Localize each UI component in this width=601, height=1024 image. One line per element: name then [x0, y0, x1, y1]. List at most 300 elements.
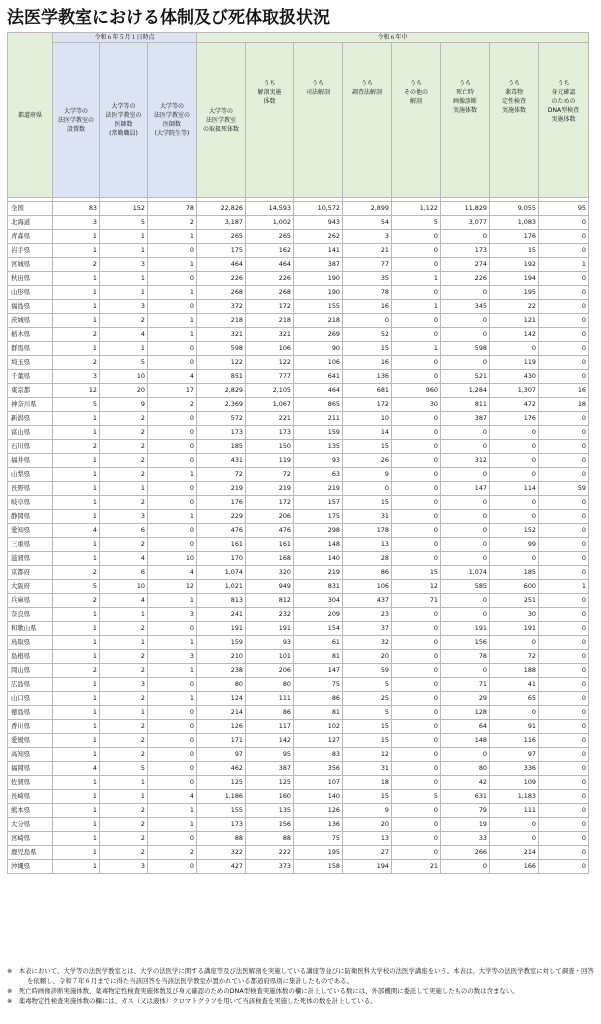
- value-cell: 152: [100, 202, 148, 216]
- prefecture-cell: 三重県: [8, 538, 53, 552]
- value-cell: 11,829: [441, 202, 490, 216]
- prefecture-cell: 福岡県: [8, 762, 53, 776]
- table-row: [8, 412, 589, 426]
- value-cell: 83: [294, 748, 343, 762]
- value-cell: 15: [343, 342, 392, 356]
- value-cell: 598: [197, 342, 246, 356]
- header-doctors-fulltime: [100, 43, 148, 198]
- value-cell: 31: [343, 762, 392, 776]
- value-cell: 93: [294, 454, 343, 468]
- value-cell: 831: [294, 580, 343, 594]
- value-cell: 949: [246, 580, 294, 594]
- prefecture-cell: 福井県: [8, 454, 53, 468]
- value-cell: 1: [53, 244, 100, 258]
- value-cell: 1: [148, 594, 197, 608]
- value-cell: 5: [392, 790, 441, 804]
- header-group-year: 令和６年中: [197, 33, 589, 43]
- value-cell: 1,083: [490, 216, 539, 230]
- value-cell: 1: [148, 804, 197, 818]
- value-cell: 155: [294, 300, 343, 314]
- value-cell: 4: [148, 370, 197, 384]
- value-cell: 0: [148, 720, 197, 734]
- value-cell: 90: [294, 342, 343, 356]
- value-cell: 262: [294, 230, 343, 244]
- value-cell: 0: [539, 720, 589, 734]
- header-labs-count: [53, 43, 100, 198]
- table-row: [8, 790, 589, 804]
- prefecture-cell: 大分県: [8, 818, 53, 832]
- value-cell: 0: [148, 706, 197, 720]
- value-cell: 1,074: [197, 566, 246, 580]
- value-cell: 0: [490, 510, 539, 524]
- value-cell: 0: [539, 832, 589, 846]
- value-cell: 15: [343, 496, 392, 510]
- table-row: [8, 776, 589, 790]
- prefecture-cell: 長崎県: [8, 790, 53, 804]
- value-cell: 65: [490, 692, 539, 706]
- value-cell: 121: [490, 314, 539, 328]
- value-cell: 156: [246, 818, 294, 832]
- table-row: [8, 860, 589, 874]
- value-cell: 0: [490, 832, 539, 846]
- value-cell: 0: [539, 244, 589, 258]
- value-cell: 78: [148, 202, 197, 216]
- value-cell: 111: [490, 804, 539, 818]
- table-row: [8, 426, 589, 440]
- value-cell: 1: [53, 650, 100, 664]
- value-cell: 1: [539, 258, 589, 272]
- value-cell: 0: [148, 244, 197, 258]
- value-cell: 356: [294, 762, 343, 776]
- table-row: [8, 748, 589, 762]
- value-cell: 30: [490, 608, 539, 622]
- value-cell: 86: [294, 692, 343, 706]
- value-cell: 1,067: [246, 398, 294, 412]
- prefecture-cell: 広島県: [8, 678, 53, 692]
- prefecture-cell: 奈良県: [8, 608, 53, 622]
- value-cell: 59: [343, 664, 392, 678]
- value-cell: 71: [441, 678, 490, 692]
- value-cell: 0: [441, 608, 490, 622]
- header-line: の取扱死体数: [202, 125, 239, 133]
- value-cell: 2: [100, 832, 148, 846]
- value-cell: 4: [148, 566, 197, 580]
- value-cell: 10: [100, 370, 148, 384]
- value-cell: 0: [539, 566, 589, 580]
- value-cell: 15: [343, 720, 392, 734]
- value-cell: 3: [100, 510, 148, 524]
- value-cell: 61: [294, 636, 343, 650]
- prefecture-cell: 愛知県: [8, 524, 53, 538]
- value-cell: 93: [246, 636, 294, 650]
- value-cell: 0: [148, 622, 197, 636]
- value-cell: 0: [490, 818, 539, 832]
- table-row: [8, 482, 589, 496]
- prefecture-cell: 岡山県: [8, 664, 53, 678]
- value-cell: 72: [246, 468, 294, 482]
- value-cell: 265: [246, 230, 294, 244]
- prefecture-cell: 島根県: [8, 650, 53, 664]
- table-row: [8, 524, 589, 538]
- value-cell: 3: [53, 370, 100, 384]
- value-cell: 320: [246, 566, 294, 580]
- value-cell: 20: [100, 384, 148, 398]
- header-line: (大学院生等): [154, 130, 190, 137]
- value-cell: 0: [392, 832, 441, 846]
- value-cell: 0: [539, 608, 589, 622]
- value-cell: 321: [197, 328, 246, 342]
- prefecture-cell: 熊本県: [8, 804, 53, 818]
- value-cell: 4: [53, 762, 100, 776]
- table-row: [8, 706, 589, 720]
- value-cell: 80: [441, 762, 490, 776]
- prefecture-cell: 山形県: [8, 286, 53, 300]
- footnotes: [7, 966, 597, 1006]
- value-cell: 0: [441, 538, 490, 552]
- value-cell: 23: [343, 608, 392, 622]
- value-cell: 191: [490, 622, 539, 636]
- value-cell: 1: [53, 552, 100, 566]
- value-cell: 1: [100, 230, 148, 244]
- value-cell: 1,284: [441, 384, 490, 398]
- value-cell: 209: [294, 608, 343, 622]
- table-row: [8, 356, 589, 370]
- value-cell: 232: [246, 608, 294, 622]
- value-cell: 0: [392, 356, 441, 370]
- header-line: うち: [263, 80, 276, 87]
- table-row: [8, 272, 589, 286]
- value-cell: 1: [100, 272, 148, 286]
- value-cell: 0: [539, 664, 589, 678]
- value-cell: 0: [539, 356, 589, 370]
- value-cell: 0: [392, 510, 441, 524]
- value-cell: 88: [197, 832, 246, 846]
- value-cell: 1: [539, 580, 589, 594]
- value-cell: 0: [539, 818, 589, 832]
- national-total-row: [8, 202, 589, 216]
- value-cell: 1: [53, 622, 100, 636]
- value-cell: 140: [294, 790, 343, 804]
- value-cell: 1: [100, 706, 148, 720]
- header-line: 調査法解剖: [351, 89, 382, 96]
- value-cell: 91: [490, 720, 539, 734]
- value-cell: 312: [441, 454, 490, 468]
- table-row: [8, 454, 589, 468]
- value-cell: 2: [148, 216, 197, 230]
- value-cell: 3: [53, 216, 100, 230]
- value-cell: 0: [148, 412, 197, 426]
- value-cell: 154: [294, 622, 343, 636]
- table-row: [8, 566, 589, 580]
- value-cell: 2: [53, 440, 100, 454]
- value-cell: 1: [53, 818, 100, 832]
- value-cell: 387: [246, 762, 294, 776]
- value-cell: 0: [539, 594, 589, 608]
- table-row: [8, 720, 589, 734]
- prefecture-cell: 長野県: [8, 482, 53, 496]
- value-cell: 124: [197, 692, 246, 706]
- value-cell: 0: [148, 524, 197, 538]
- value-cell: 127: [294, 734, 343, 748]
- value-cell: 462: [197, 762, 246, 776]
- value-cell: 437: [343, 594, 392, 608]
- prefecture-cell: 京都府: [8, 566, 53, 580]
- value-cell: 5: [53, 580, 100, 594]
- value-cell: 0: [148, 342, 197, 356]
- value-cell: 0: [441, 328, 490, 342]
- value-cell: 0: [539, 552, 589, 566]
- value-cell: 185: [490, 566, 539, 580]
- value-cell: 387: [294, 258, 343, 272]
- value-cell: 173: [197, 818, 246, 832]
- table-row: [8, 328, 589, 342]
- value-cell: 171: [197, 734, 246, 748]
- table-row: [8, 538, 589, 552]
- value-cell: 111: [246, 692, 294, 706]
- value-cell: 0: [392, 552, 441, 566]
- value-cell: 0: [148, 440, 197, 454]
- value-cell: 226: [441, 272, 490, 286]
- value-cell: 166: [490, 860, 539, 874]
- value-cell: 1: [100, 244, 148, 258]
- value-cell: 0: [392, 650, 441, 664]
- value-cell: 35: [343, 272, 392, 286]
- table-row: [8, 804, 589, 818]
- value-cell: 135: [246, 804, 294, 818]
- header-line: 医師数: [162, 121, 181, 128]
- header-line: うち: [409, 80, 422, 87]
- value-cell: 15: [343, 790, 392, 804]
- value-cell: 191: [441, 622, 490, 636]
- header-line: 実施体数: [452, 107, 477, 114]
- prefecture-cell: 北海道: [8, 216, 53, 230]
- value-cell: 5: [100, 356, 148, 370]
- value-cell: 0: [490, 426, 539, 440]
- value-cell: 172: [343, 398, 392, 412]
- value-cell: 3: [148, 650, 197, 664]
- value-cell: 373: [246, 860, 294, 874]
- value-cell: 1: [53, 832, 100, 846]
- value-cell: 598: [441, 342, 490, 356]
- table-row: [8, 580, 589, 594]
- value-cell: 0: [148, 860, 197, 874]
- value-cell: 3,077: [441, 216, 490, 230]
- value-cell: 0: [392, 426, 441, 440]
- table-row: [8, 258, 589, 272]
- table-row: [8, 216, 589, 230]
- value-cell: 147: [441, 482, 490, 496]
- value-cell: 521: [441, 370, 490, 384]
- value-cell: 185: [197, 440, 246, 454]
- value-cell: 0: [343, 314, 392, 328]
- header-line: その他の: [403, 89, 428, 96]
- value-cell: 1: [53, 804, 100, 818]
- value-cell: 81: [294, 706, 343, 720]
- value-cell: 269: [294, 328, 343, 342]
- table-row: [8, 734, 589, 748]
- value-cell: 10: [343, 412, 392, 426]
- value-cell: 1,122: [392, 202, 441, 216]
- value-cell: 0: [392, 440, 441, 454]
- value-cell: 0: [148, 678, 197, 692]
- footnote: ※ 薬毒物定性検査実施体数の欄には、ガス（又は液体）クロマトグラフを用いて当該検査を実施した死体の数を計上している。: [7, 997, 377, 1005]
- value-cell: 372: [197, 300, 246, 314]
- value-cell: 0: [539, 524, 589, 538]
- value-cell: 0: [441, 860, 490, 874]
- value-cell: 0: [539, 328, 589, 342]
- header-line: うち: [311, 80, 324, 87]
- value-cell: 1: [53, 720, 100, 734]
- table-row: [8, 664, 589, 678]
- value-cell: 0: [392, 748, 441, 762]
- value-cell: 1: [53, 678, 100, 692]
- header-line: 医師数: [114, 121, 133, 128]
- value-cell: 176: [490, 412, 539, 426]
- header-line: うち: [458, 80, 471, 87]
- table-row: [8, 692, 589, 706]
- value-cell: 0: [392, 804, 441, 818]
- value-cell: 64: [441, 720, 490, 734]
- table-row: [8, 650, 589, 664]
- value-cell: 75: [294, 678, 343, 692]
- value-cell: 0: [441, 748, 490, 762]
- value-cell: 17: [148, 384, 197, 398]
- value-cell: 2: [148, 398, 197, 412]
- value-cell: 22,826: [197, 202, 246, 216]
- value-cell: 943: [294, 216, 343, 230]
- value-cell: 16: [343, 356, 392, 370]
- value-cell: 0: [539, 762, 589, 776]
- header-line: 死亡時: [455, 89, 474, 96]
- value-cell: 274: [441, 258, 490, 272]
- prefecture-cell: 香川県: [8, 720, 53, 734]
- value-cell: 15: [392, 566, 441, 580]
- value-cell: 0: [392, 846, 441, 860]
- value-cell: 219: [246, 482, 294, 496]
- value-cell: 31: [343, 510, 392, 524]
- header-line: 定性検査: [501, 98, 526, 105]
- value-cell: 1: [148, 510, 197, 524]
- value-cell: 1: [148, 230, 197, 244]
- value-cell: 4: [100, 552, 148, 566]
- table-row: [8, 594, 589, 608]
- value-cell: 2: [100, 454, 148, 468]
- value-cell: 226: [197, 272, 246, 286]
- value-cell: 4: [148, 790, 197, 804]
- table-row: [8, 314, 589, 328]
- header-line: 実施体数: [501, 107, 526, 114]
- value-cell: 1: [53, 426, 100, 440]
- value-cell: 3,187: [197, 216, 246, 230]
- prefecture-cell: 沖縄県: [8, 860, 53, 874]
- value-cell: 298: [294, 524, 343, 538]
- value-cell: 1,021: [197, 580, 246, 594]
- value-cell: 173: [246, 426, 294, 440]
- table-row: [8, 230, 589, 244]
- header-line: DNA型検査: [547, 107, 580, 114]
- value-cell: 2: [100, 664, 148, 678]
- value-cell: 960: [392, 384, 441, 398]
- value-cell: 1: [53, 846, 100, 860]
- value-cell: 1: [53, 272, 100, 286]
- value-cell: 71: [392, 594, 441, 608]
- value-cell: 0: [392, 818, 441, 832]
- value-cell: 148: [441, 734, 490, 748]
- value-cell: 1: [53, 230, 100, 244]
- header-line: (常勤職員): [109, 130, 138, 137]
- value-cell: 97: [490, 748, 539, 762]
- value-cell: 88: [246, 832, 294, 846]
- table-row: [8, 440, 589, 454]
- value-cell: 191: [246, 622, 294, 636]
- value-cell: 219: [197, 482, 246, 496]
- header-line: 大学等の: [111, 103, 136, 110]
- value-cell: 4: [53, 524, 100, 538]
- value-cell: 211: [294, 412, 343, 426]
- header-line: 薬毒物: [504, 89, 523, 96]
- value-cell: 811: [441, 398, 490, 412]
- value-cell: 431: [197, 454, 246, 468]
- value-cell: 0: [441, 524, 490, 538]
- value-cell: 1: [100, 342, 148, 356]
- value-cell: 2,369: [197, 398, 246, 412]
- value-cell: 0: [441, 356, 490, 370]
- value-cell: 178: [343, 524, 392, 538]
- value-cell: 128: [441, 706, 490, 720]
- value-cell: 3: [100, 678, 148, 692]
- table-body: [8, 198, 589, 874]
- value-cell: 126: [197, 720, 246, 734]
- value-cell: 141: [294, 244, 343, 258]
- value-cell: 5: [343, 706, 392, 720]
- value-cell: 4: [100, 594, 148, 608]
- value-cell: 1: [53, 300, 100, 314]
- value-cell: 86: [343, 566, 392, 580]
- value-cell: 2: [53, 356, 100, 370]
- value-cell: 80: [246, 678, 294, 692]
- header-line: 実施体数: [551, 116, 576, 123]
- prefecture-cell: 千葉県: [8, 370, 53, 384]
- value-cell: 86: [246, 706, 294, 720]
- prefecture-cell: 山口県: [8, 692, 53, 706]
- value-cell: 1: [148, 636, 197, 650]
- value-cell: 147: [294, 664, 343, 678]
- value-cell: 219: [294, 482, 343, 496]
- value-cell: 2: [100, 622, 148, 636]
- value-cell: 0: [148, 734, 197, 748]
- table-row: [8, 622, 589, 636]
- value-cell: 33: [441, 832, 490, 846]
- value-cell: 0: [539, 636, 589, 650]
- value-cell: 21: [392, 860, 441, 874]
- value-cell: 160: [246, 790, 294, 804]
- value-cell: 1: [148, 258, 197, 272]
- header-line: 大学等の: [63, 107, 88, 115]
- value-cell: 3: [100, 300, 148, 314]
- value-cell: 1: [53, 468, 100, 482]
- value-cell: 63: [294, 468, 343, 482]
- value-cell: 0: [539, 804, 589, 818]
- value-cell: 0: [392, 412, 441, 426]
- value-cell: 585: [441, 580, 490, 594]
- value-cell: 631: [441, 790, 490, 804]
- value-cell: 9: [343, 468, 392, 482]
- prefecture-cell: 鹿児島県: [8, 846, 53, 860]
- value-cell: 195: [294, 846, 343, 860]
- value-cell: 0: [539, 342, 589, 356]
- header-line: 大学等の: [208, 107, 233, 115]
- value-cell: 0: [539, 300, 589, 314]
